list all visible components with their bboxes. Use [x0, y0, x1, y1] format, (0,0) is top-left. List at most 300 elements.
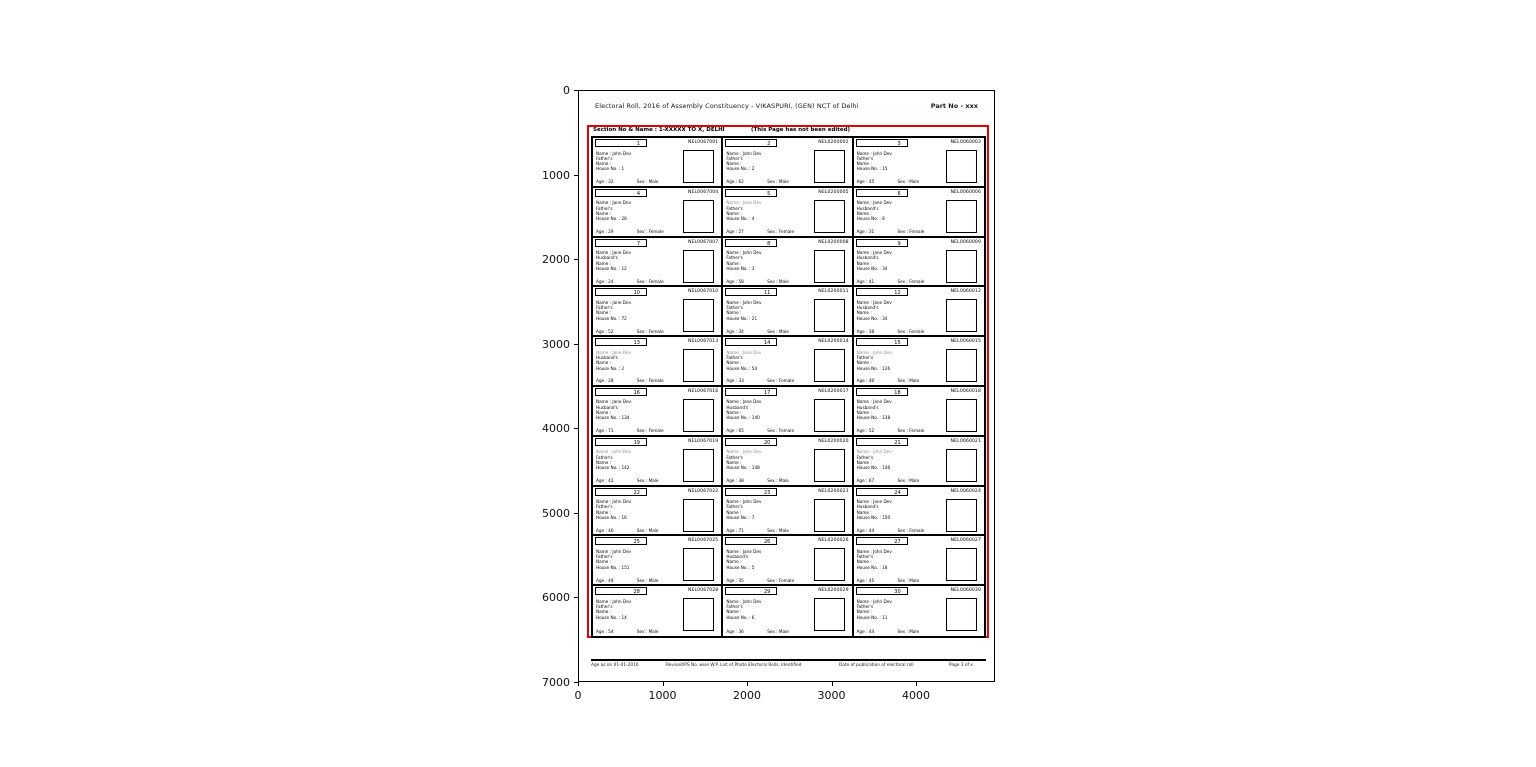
relation-label-line: Father's [596, 603, 613, 609]
voter-card [593, 337, 723, 387]
serial-number-box: 6 [856, 189, 908, 197]
house-number-line: House No. : 140 [726, 415, 760, 421]
voter-details [857, 549, 945, 570]
age-label: Age : 46 [856, 378, 875, 384]
age-sex-line [857, 578, 920, 583]
house-number-line: House No. : 1 [596, 166, 625, 172]
age-sex-line [726, 279, 789, 284]
serial-number-box: 8 [725, 239, 777, 247]
serial-number-box: 5 [725, 189, 777, 197]
serial-number-box: 22 [595, 488, 647, 496]
age-sex-line [726, 478, 789, 483]
voter-card [593, 487, 723, 537]
house-number-line: House No. : 3 [726, 265, 755, 271]
sex-label: Sex : Male [897, 577, 920, 583]
photo-placeholder-box [814, 299, 845, 332]
x-tick-mark [832, 682, 833, 686]
voter-card [723, 487, 853, 537]
relation-name-line: Name : [596, 509, 612, 515]
voter-card [723, 188, 853, 238]
voter-name-line: Name : Jane Dev [596, 200, 632, 206]
footer-page-number: Page 3 of x [949, 663, 973, 668]
voter-card [854, 437, 984, 487]
house-number-line: House No. : 138 [856, 415, 891, 421]
age-label: Age : 31 [856, 229, 875, 235]
voter-card [593, 138, 723, 188]
age-sex-line [596, 279, 664, 284]
house-number-line: House No. : 150 [856, 514, 891, 520]
house-number-line: House No. : 148 [726, 465, 760, 471]
epic-number: NEL0200011 [818, 289, 849, 295]
house-number-line: House No. : 134 [596, 415, 630, 421]
house-number-line: House No. : 151 [596, 564, 630, 570]
epic-number: NEL0200026 [818, 538, 849, 544]
voter-card [854, 238, 984, 288]
voter-details [596, 549, 684, 570]
relation-label-line: Father's [726, 454, 743, 460]
voter-name-line: Name : John Dev [596, 598, 632, 604]
photo-placeholder-box [814, 548, 845, 581]
voter-name-line: Name : Jane Dev [596, 349, 632, 355]
serial-number-box: 21 [856, 438, 908, 446]
sex-label: Sex : Female [636, 428, 664, 434]
sex-label: Sex : Female [897, 328, 925, 334]
epic-number: NEL0060030 [950, 588, 981, 594]
voter-details [596, 350, 684, 371]
age-sex-line [596, 528, 659, 533]
voter-name-line: Name : Jane Dev [856, 299, 892, 305]
voter-name-line: Name : John Dev [596, 499, 632, 505]
serial-number-box: 10 [595, 288, 647, 296]
voter-name-line: Name : Jane Dev [596, 399, 632, 405]
sex-label: Sex : Female [636, 229, 664, 235]
voter-card [593, 238, 723, 288]
voter-card [854, 337, 984, 387]
y-tick-label: 6000 [542, 591, 570, 605]
age-sex-line [726, 378, 794, 383]
voter-name-line: Name : John Dev [856, 349, 892, 355]
voter-card [723, 586, 853, 636]
y-tick-label: 5000 [542, 506, 570, 520]
sex-label: Sex : Male [767, 527, 789, 533]
age-label: Age : 71 [726, 527, 744, 533]
sex-label: Sex : Male [897, 629, 920, 635]
epic-number: NEL0200023 [818, 488, 849, 494]
relation-label-line: Husband's [856, 404, 879, 410]
page-edit-note: (This Page has not been edited) [751, 127, 851, 133]
relation-label-line: Father's [596, 305, 613, 311]
age-sex-line [857, 528, 925, 533]
sex-label: Sex : Female [897, 527, 925, 533]
relation-name-line: Name : [726, 210, 742, 216]
epic-number: NEL0060009 [950, 239, 981, 245]
epic-number: NEL0060015 [950, 339, 981, 345]
house-number-line: House No. : 34 [856, 265, 888, 271]
age-label: Age : 34 [726, 328, 744, 334]
serial-number-box: 27 [856, 537, 908, 545]
sex-label: Sex : Male [636, 478, 659, 484]
age-label: Age : 35 [726, 577, 744, 583]
photo-placeholder-box [946, 399, 977, 432]
serial-number-box: 1 [595, 139, 647, 147]
sex-label: Sex : Female [897, 428, 925, 434]
voter-card [593, 188, 723, 238]
voter-details [857, 200, 945, 221]
age-label: Age : 58 [726, 278, 744, 284]
photo-placeholder-box [946, 548, 977, 581]
photo-placeholder-box [946, 349, 977, 382]
voter-details [596, 399, 684, 420]
relation-name-line: Name : [596, 459, 612, 465]
photo-placeholder-box [946, 250, 977, 283]
house-number-line: House No. : 54 [726, 365, 758, 371]
house-number-line: House No. : 6 [726, 614, 755, 620]
voter-card [593, 387, 723, 437]
relation-label-line: Father's [856, 454, 874, 460]
part-number-label: Part No - xxx [930, 102, 978, 110]
relation-name-line: Name : [726, 559, 742, 565]
epic-number: NEL0200029 [818, 588, 849, 594]
photo-placeholder-box [683, 250, 714, 283]
age-sex-line [857, 629, 920, 634]
photo-placeholder-box [683, 399, 714, 432]
voter-card [593, 586, 723, 636]
voter-details [857, 151, 945, 172]
age-label: Age : 38 [726, 478, 744, 484]
age-sex-line [726, 629, 789, 634]
voter-card [723, 287, 853, 337]
age-sex-line [596, 629, 659, 634]
voter-details [726, 599, 814, 620]
relation-label-line: Father's [856, 603, 874, 609]
house-number-line: House No. : 26 [596, 216, 627, 222]
age-label: Age : 24 [596, 278, 614, 284]
age-sex-line [726, 428, 794, 433]
epic-number: NEL0067022 [687, 488, 719, 494]
relation-label-line: Husband's [856, 255, 879, 261]
epic-number: NEL0067013 [687, 339, 719, 345]
voter-card [854, 287, 984, 337]
voter-card [593, 437, 723, 487]
relation-name-line: Name : [596, 609, 612, 615]
age-label: Age : 45 [856, 577, 875, 583]
house-number-line: House No. : 34 [856, 315, 888, 321]
house-number-line: House No. : 2 [596, 365, 625, 371]
serial-number-box: 26 [725, 537, 777, 545]
house-number-line: House No. : 8 [856, 216, 885, 222]
house-number-line: House No. : 142 [596, 465, 630, 471]
relation-name-line: Name : [726, 161, 742, 167]
age-label: Age : 65 [726, 428, 744, 434]
relation-name-line: Name : [856, 210, 872, 216]
x-tick-mark [747, 682, 748, 686]
sex-label: Sex : Male [897, 378, 920, 384]
voter-details [726, 151, 814, 172]
voter-details [596, 151, 684, 172]
photo-placeholder-box [683, 150, 714, 183]
relation-name-line: Name : [856, 559, 872, 565]
age-label: Age : 29 [596, 229, 614, 235]
age-label: Age : 36 [726, 629, 744, 635]
serial-number-box: 25 [595, 537, 647, 545]
house-number-line: House No. : 21 [726, 315, 758, 321]
age-label: Age : 44 [856, 527, 875, 533]
house-number-line: House No. : 14 [596, 614, 627, 620]
voter-details [596, 250, 684, 271]
relation-label-line: Father's [726, 305, 743, 311]
age-sex-line [596, 578, 659, 583]
photo-placeholder-box [683, 499, 714, 532]
relation-name-line: Name : [596, 210, 612, 216]
serial-number-box: 2 [725, 139, 777, 147]
age-sex-line [596, 478, 659, 483]
house-number-line: House No. : 126 [856, 365, 891, 371]
epic-number: NEL0200014 [818, 339, 849, 345]
age-label: Age : 27 [726, 229, 744, 235]
sex-label: Sex : Female [767, 577, 795, 583]
house-number-line: House No. : 4 [726, 216, 755, 222]
epic-number: NEL0200005 [818, 189, 849, 195]
voter-card [854, 536, 984, 586]
relation-name-line: Name : [856, 509, 872, 515]
voter-details [726, 449, 814, 470]
x-tick-mark [663, 682, 664, 686]
relation-name-line: Name : [726, 509, 742, 515]
voter-card [723, 437, 853, 487]
epic-number: NEL0200020 [818, 438, 849, 444]
relation-label-line: Husband's [596, 354, 618, 360]
sex-label: Sex : Male [767, 179, 789, 185]
epic-number: NEL0067019 [687, 438, 719, 444]
sex-label: Sex : Female [636, 278, 664, 284]
voter-details [726, 200, 814, 221]
footer-revision-note: Revised/PS No. wise W.P. List of Photo Electoral Rolls, Identified [666, 663, 802, 668]
photo-placeholder-box [683, 598, 714, 631]
age-label: Age : 28 [596, 378, 614, 384]
serial-number-box: 20 [725, 438, 777, 446]
relation-label-line: Husband's [726, 404, 749, 410]
section-header-row [591, 127, 986, 136]
house-number-line: House No. : 5 [726, 564, 755, 570]
voter-name-line: Name : John Dev [856, 548, 892, 554]
relation-label-line: Father's [726, 603, 743, 609]
relation-label-line: Father's [856, 155, 874, 161]
relation-label-line: Father's [596, 454, 613, 460]
relation-label-line: Husband's [726, 554, 749, 560]
relation-label-line: Father's [596, 554, 613, 560]
voter-details [857, 449, 945, 470]
voter-name-line: Name : John Dev [596, 150, 632, 156]
age-label: Age : 44 [856, 629, 875, 635]
sex-label: Sex : Male [636, 179, 659, 185]
relation-name-line: Name : [856, 161, 872, 167]
photo-placeholder-box [814, 449, 845, 482]
relation-label-line: Father's [726, 155, 743, 161]
voter-card [593, 287, 723, 337]
plot-axes [578, 90, 995, 682]
age-sex-line [596, 329, 664, 334]
epic-number: NEL0060003 [950, 140, 981, 145]
voter-details [596, 300, 684, 321]
voter-name-line: Name : John Dev [726, 250, 762, 256]
voter-name-line: Name : John Dev [726, 150, 762, 156]
age-label: Age : 33 [726, 378, 744, 384]
voter-details [857, 599, 945, 620]
epic-number: NEL0067010 [687, 289, 719, 295]
voter-name-line: Name : John Dev [856, 449, 892, 455]
photo-placeholder-box [814, 399, 845, 432]
voter-details [726, 250, 814, 271]
voter-details [857, 399, 945, 420]
document-title: Electoral Roll, 2016 of Assembly Constituency - VIKASPURI, (GEN) NCT of Delhi [595, 102, 859, 110]
voter-card-grid [591, 136, 986, 638]
relation-label-line: Father's [726, 504, 743, 510]
serial-number-box: 24 [856, 488, 908, 496]
photo-placeholder-box [946, 150, 977, 183]
voter-name-line: Name : Jane Dev [726, 399, 762, 405]
voter-name-line: Name : Jane Dev [726, 349, 762, 355]
relation-label-line: Father's [856, 554, 874, 560]
age-label: Age : 71 [596, 428, 614, 434]
serial-number-box: 17 [725, 388, 777, 396]
epic-number: NEL0060027 [950, 538, 981, 544]
voter-details [857, 300, 945, 321]
age-sex-line [857, 378, 920, 383]
voter-card [723, 138, 853, 188]
age-sex-line [857, 279, 925, 284]
photo-placeholder-box [946, 449, 977, 482]
age-sex-line [726, 179, 789, 184]
house-number-line: House No. : 7 [726, 514, 755, 520]
sex-label: Sex : Male [636, 629, 659, 635]
photo-placeholder-box [683, 200, 714, 233]
sex-label: Sex : Female [897, 229, 925, 235]
house-number-line: House No. : 2 [726, 166, 755, 172]
sex-label: Sex : Female [767, 378, 795, 384]
relation-name-line: Name : [726, 410, 742, 416]
serial-number-box: 30 [856, 587, 908, 595]
photo-placeholder-box [814, 250, 845, 283]
sex-label: Sex : Male [767, 478, 789, 484]
age-sex-line [857, 428, 925, 433]
age-sex-line [596, 179, 659, 184]
epic-number: NEL0067004 [687, 189, 719, 195]
age-sex-line [596, 428, 664, 433]
voter-details [726, 300, 814, 321]
serial-number-box: 7 [595, 239, 647, 247]
sex-label: Sex : Male [636, 577, 659, 583]
epic-number: NEL0060006 [950, 189, 981, 195]
serial-number-box: 15 [856, 338, 908, 346]
photo-placeholder-box [814, 499, 845, 532]
y-tick-label: 7000 [542, 675, 570, 689]
relation-name-line: Name : [856, 360, 872, 366]
sex-label: Sex : Male [767, 278, 789, 284]
relation-label-line: Father's [596, 155, 613, 161]
relation-name-line: Name : [596, 310, 612, 316]
photo-placeholder-box [814, 200, 845, 233]
relation-label-line: Father's [596, 504, 613, 510]
photo-placeholder-box [946, 598, 977, 631]
relation-name-line: Name : [856, 609, 872, 615]
x-tick-label: 3000 [817, 689, 846, 702]
serial-number-box: 29 [725, 587, 777, 595]
age-sex-line [726, 329, 789, 334]
voter-name-line: Name : John Dev [726, 598, 762, 604]
voter-card [854, 188, 984, 238]
serial-number-box: 28 [595, 587, 647, 595]
voter-name-line: Name : John Dev [726, 299, 762, 305]
age-sex-line [726, 229, 794, 234]
voter-details [857, 499, 945, 520]
age-sex-line [726, 528, 789, 533]
voter-card [854, 387, 984, 437]
epic-number: NEL0200002 [818, 140, 849, 145]
x-tick-label: 1000 [648, 689, 677, 702]
epic-number: NEL0200017 [818, 388, 849, 394]
voter-name-line: Name : Jane Dev [856, 499, 892, 505]
voter-name-line: Name : Jane Dev [596, 299, 632, 305]
sex-label: Sex : Male [767, 629, 789, 635]
serial-number-box: 9 [856, 239, 908, 247]
epic-number: NEL0067025 [687, 538, 719, 544]
voter-name-line: Name : Jane Dev [596, 250, 632, 256]
voter-name-line: Name : John Dev [596, 548, 632, 554]
sex-label: Sex : Female [636, 328, 664, 334]
photo-placeholder-box [683, 349, 714, 382]
sex-label: Sex : Male [636, 527, 659, 533]
epic-number: NEL0200008 [818, 239, 849, 245]
voter-details [596, 200, 684, 221]
relation-name-line: Name : [726, 360, 742, 366]
x-tick-label: 0 [574, 689, 582, 702]
voter-name-line: Name : John Dev [726, 499, 762, 505]
house-number-line: House No. : 15 [856, 166, 888, 172]
age-label: Age : 49 [596, 577, 614, 583]
age-sex-line [857, 229, 925, 234]
age-label: Age : 62 [726, 179, 744, 185]
voter-card [723, 387, 853, 437]
epic-number: NEL0060018 [950, 388, 981, 394]
age-sex-line [857, 329, 925, 334]
footer-divider [591, 659, 986, 661]
relation-label-line: Husband's [596, 404, 618, 410]
relation-name-line: Name : [596, 410, 612, 416]
serial-number-box: 3 [856, 139, 908, 147]
relation-label-line: Husband's [596, 255, 618, 261]
house-number-line: House No. : 11 [856, 614, 888, 620]
relation-label-line: Father's [856, 354, 874, 360]
relation-label-line: Father's [726, 205, 743, 211]
serial-number-box: 14 [725, 338, 777, 346]
voter-name-line: Name : John Dev [856, 598, 892, 604]
voter-details [726, 549, 814, 570]
relation-name-line: Name : [596, 260, 612, 266]
x-tick-label: 2000 [733, 689, 761, 702]
serial-number-box: 4 [595, 189, 647, 197]
voter-details [726, 499, 814, 520]
serial-number-box: 16 [595, 388, 647, 396]
photo-placeholder-box [683, 449, 714, 482]
sex-label: Sex : Female [897, 278, 925, 284]
age-sex-line [596, 378, 664, 383]
epic-number: NEL0067001 [687, 140, 719, 145]
photo-placeholder-box [946, 499, 977, 532]
epic-number: NEL0060024 [950, 488, 981, 494]
x-tick-mark [578, 682, 579, 686]
relation-label-line: Father's [726, 255, 743, 261]
house-number-line: House No. : 146 [856, 465, 891, 471]
